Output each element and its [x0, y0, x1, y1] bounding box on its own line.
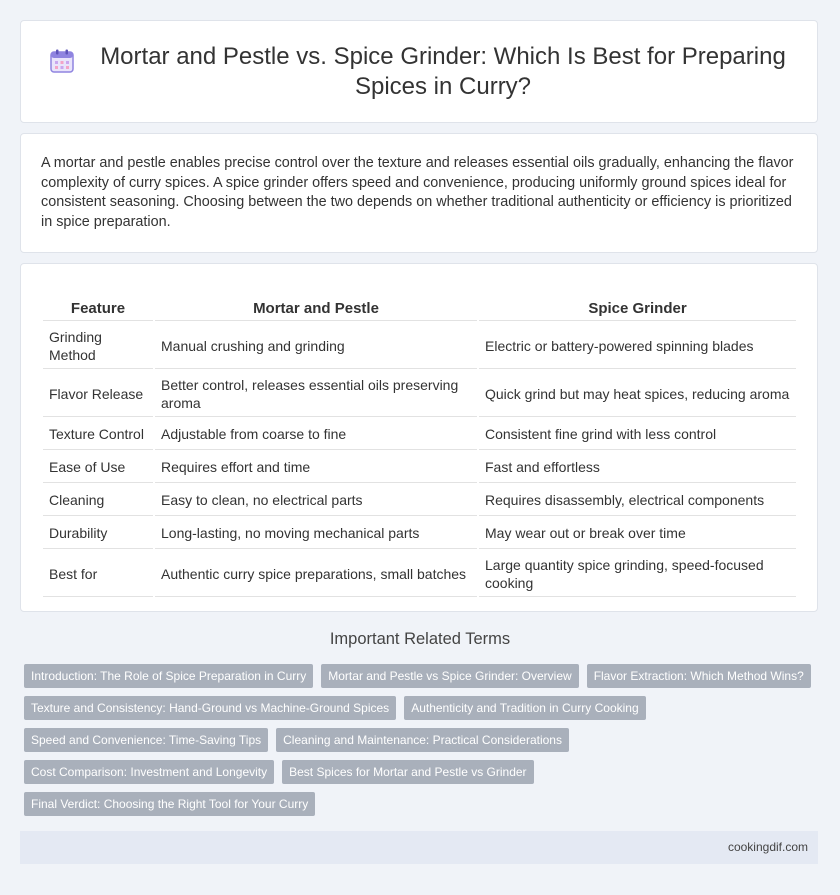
grinder-cell: Electric or battery-powered spinning blades	[479, 323, 796, 369]
footer	[20, 831, 818, 864]
title-card	[20, 20, 818, 123]
mortar-cell: Adjustable from coarse to fine	[155, 419, 477, 450]
related-term-tag[interactable]: Cleaning and Maintenance: Practical Considerations	[276, 728, 569, 752]
grinder-cell: Consistent fine grind with less control	[479, 419, 796, 450]
related-term-tag[interactable]: Mortar and Pestle vs Spice Grinder: Overview	[321, 664, 578, 688]
title-wrap	[49, 42, 789, 102]
table-row	[43, 371, 796, 417]
feature-cell: Durability	[43, 518, 153, 549]
mortar-cell: Better control, releases essential oils preserving aroma	[155, 371, 477, 417]
grinder-cell: Fast and effortless	[479, 452, 796, 483]
comparison-card	[20, 263, 818, 612]
tag-row	[24, 728, 819, 752]
footer-site-link[interactable]: cookingdif.com	[727, 840, 808, 854]
intro-paragraph: A mortar and pestle enables precise control over the texture and releases essential oils gradually, enhancing the flavor complexity of curry spices. A spice grinder offers speed and convenience, producing uniformly ground spices ideal for consistent seasoning. Choosing between the two depends on whether traditional authenticity or efficiency is prioritized in spice preparation.	[41, 155, 794, 230]
header-mortar-and-pestle: Mortar and Pestle	[155, 294, 477, 321]
related-term-tag[interactable]: Best Spices for Mortar and Pestle vs Grinder	[282, 760, 533, 784]
related-term-tag[interactable]: Flavor Extraction: Which Method Wins?	[587, 664, 811, 688]
table-row	[43, 551, 796, 597]
table-row	[43, 419, 796, 450]
related-term-tag[interactable]: Texture and Consistency: Hand-Ground vs Machine-Ground Spices	[24, 696, 396, 720]
tag-row	[24, 792, 819, 816]
table-row	[43, 485, 796, 516]
feature-cell: Best for	[43, 551, 153, 597]
mortar-cell: Long-lasting, no moving mechanical parts	[155, 518, 477, 549]
tag-row	[24, 760, 819, 784]
calendar-icon	[49, 48, 75, 74]
table-row	[43, 452, 796, 483]
header-feature: Feature	[43, 294, 153, 321]
related-terms-list	[24, 664, 819, 824]
page-title: Mortar and Pestle vs. Spice Grinder: Which Is Best for Preparing Spices in Curry?	[100, 42, 786, 100]
feature-cell: Cleaning	[43, 485, 153, 516]
related-terms-heading: Important Related Terms	[329, 630, 511, 648]
related-term-tag[interactable]: Speed and Convenience: Time-Saving Tips	[24, 728, 268, 752]
intro-card	[20, 133, 818, 253]
mortar-cell: Easy to clean, no electrical parts	[155, 485, 477, 516]
related-term-tag[interactable]: Cost Comparison: Investment and Longevity	[24, 760, 274, 784]
table-row	[43, 518, 796, 549]
grinder-cell: May wear out or break over time	[479, 518, 796, 549]
header-spice-grinder: Spice Grinder	[479, 294, 796, 321]
mortar-cell: Manual crushing and grinding	[155, 323, 477, 369]
tag-row	[24, 696, 819, 720]
grinder-cell: Large quantity spice grinding, speed-focused cooking	[479, 551, 796, 597]
related-term-tag[interactable]: Introduction: The Role of Spice Preparation in Curry	[24, 664, 313, 688]
feature-cell: Grinding Method	[43, 323, 153, 369]
related-term-tag[interactable]: Authenticity and Tradition in Curry Cooking	[404, 696, 645, 720]
related-term-tag[interactable]: Final Verdict: Choosing the Right Tool for Your Curry	[24, 792, 315, 816]
mortar-cell: Requires effort and time	[155, 452, 477, 483]
feature-cell: Flavor Release	[43, 371, 153, 417]
feature-cell: Texture Control	[43, 419, 153, 450]
grinder-cell: Quick grind but may heat spices, reducing aroma	[479, 371, 796, 417]
comparison-table	[41, 292, 798, 599]
grinder-cell: Requires disassembly, electrical components	[479, 485, 796, 516]
mortar-cell: Authentic curry spice preparations, small batches	[155, 551, 477, 597]
feature-cell: Ease of Use	[43, 452, 153, 483]
table-header-row	[43, 294, 796, 321]
table-row	[43, 323, 796, 369]
tag-row	[24, 664, 819, 688]
